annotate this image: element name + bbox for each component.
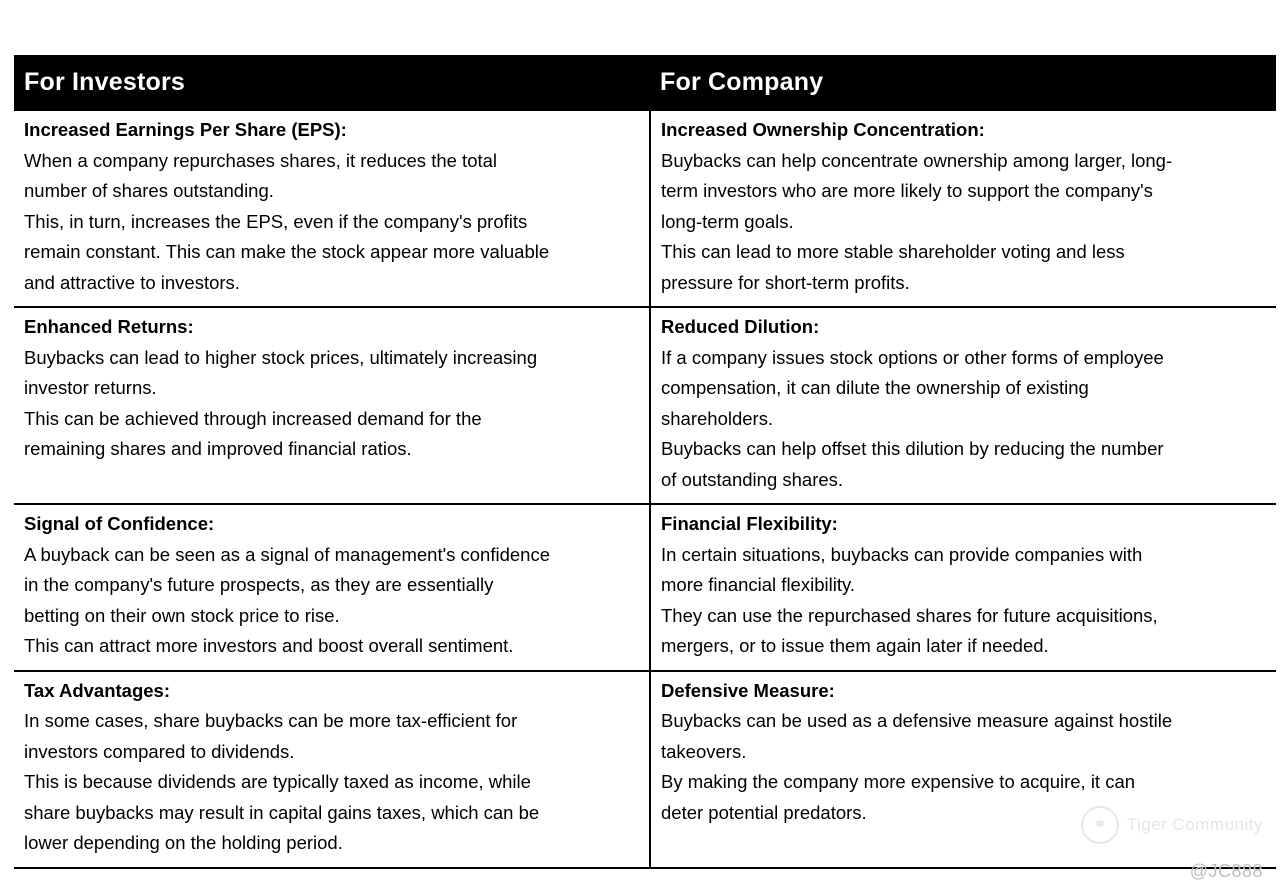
cell-line: more financial flexibility. [661,574,855,595]
cell-line: This can lead to more stable shareholder voting and less [661,241,1125,262]
cell-line: in the company's future prospects, as they are essentially [24,574,494,595]
cell-title: Increased Ownership Concentration: [661,119,985,140]
cell-line: In certain situations, buybacks can provide companies with [661,543,1143,565]
cell-line: of outstanding shares. [661,468,844,490]
cell-line: If a company issues stock options or other forms of employee [661,346,1164,368]
cell-line: mergers, or to issue them again later if needed. [661,635,1049,656]
table-row [14,307,1276,504]
table-row [14,111,1276,307]
cell-line: term investors who are more likely to support the company's [661,180,1153,201]
column-header-for-company: For Company [650,55,1276,111]
cell-line: This, in turn, increases the EPS, even if the company's profits [24,210,528,232]
cell-line: Buybacks can lead to higher stock prices, ultimately increasing [24,346,538,368]
cell-line: By making the company more expensive to acquire, it can [661,771,1136,792]
watermark-brand: Tiger Community [1126,815,1263,834]
cell-line: This can attract more investors and boost overall sentiment. [24,635,514,656]
cell-line: number of shares outstanding. [24,180,274,201]
cell-line: deter potential predators. [661,801,867,823]
cell-line: investor returns. [24,377,157,398]
cell-title: Enhanced Returns: [24,316,194,337]
cell-line: When a company repurchases shares, it reduces the total [24,149,498,171]
cell-title: Defensive Measure: [661,679,835,701]
cell-line: share buybacks may result in capital gains taxes, which can be [24,801,540,823]
cell-line: Buybacks can help concentrate ownership among larger, long- [661,149,1173,171]
watermark-handle: @JC888 [1189,861,1263,881]
table-row [14,504,1276,671]
cell-company-3 [650,504,1276,671]
cell-line: shareholders. [661,407,774,429]
comparison-table [14,55,1276,869]
cell-company-4 [650,671,1276,868]
cell-line: A buyback can be seen as a signal of management's confidence [24,543,550,565]
table-header [14,55,1276,111]
cell-line: compensation, it can dilute the ownership of existing [661,377,1089,398]
table-header-row [14,55,1276,111]
cell-title: Tax Advantages: [24,679,170,701]
cell-line: This can be achieved through increased demand for the [24,407,482,429]
cell-line: pressure for short-term profits. [661,271,910,293]
cell-line: long-term goals. [661,210,794,232]
cell-line: betting on their own stock price to rise. [24,604,340,626]
cell-line: and attractive to investors. [24,271,240,293]
cell-investors-2 [14,307,650,504]
cell-investors-3 [14,504,650,671]
column-header-for-investors: For Investors [14,55,650,111]
cell-line: remain constant. This can make the stock appear more valuable [24,241,550,262]
cell-line: In some cases, share buybacks can be more tax-efficient for [24,710,518,731]
cell-line: lower depending on the holding period. [24,832,343,853]
cell-line: takeovers. [661,740,747,762]
cell-investors-1 [14,111,650,307]
cell-title: Reduced Dilution: [661,316,820,337]
cell-line: This is because dividends are typically taxed as income, while [24,771,531,792]
cell-line: investors compared to dividends. [24,740,295,762]
cell-title: Increased Earnings Per Share (EPS): [24,119,347,140]
table-body [14,111,1276,868]
comparison-table-container [14,55,1276,869]
table-row [14,671,1276,868]
cell-company-2 [650,307,1276,504]
cell-title: Signal of Confidence: [24,513,215,534]
cell-line: Buybacks can be used as a defensive measure against hostile [661,710,1173,731]
cell-title: Financial Flexibility: [661,513,838,534]
cell-line: They can use the repurchased shares for future acquisitions, [661,604,1158,626]
cell-line: remaining shares and improved financial ratios. [24,438,412,459]
cell-company-1 [650,111,1276,307]
cell-line: Buybacks can help offset this dilution by reducing the number [661,438,1164,459]
tiger-logo-icon: ⚭ [1081,806,1119,844]
cell-investors-4 [14,671,650,868]
